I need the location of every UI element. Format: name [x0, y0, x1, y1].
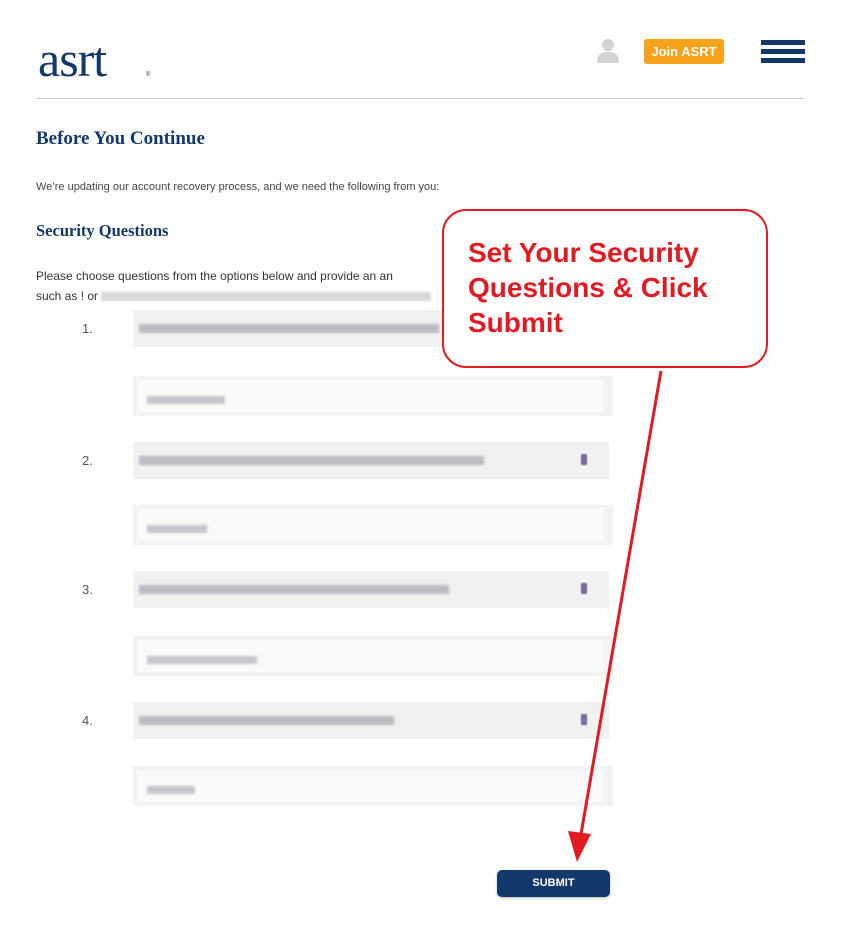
- security-question-select-4[interactable]: [133, 702, 609, 739]
- redacted-question: [139, 324, 439, 333]
- page-title: Before You Continue: [36, 128, 205, 149]
- select-marker: [581, 714, 587, 725]
- question-number: 1.: [82, 321, 93, 336]
- security-answer-input-4[interactable]: [133, 766, 613, 806]
- security-answer-input-3[interactable]: [133, 636, 613, 676]
- intro-text: We’re updating our account recovery process, and we need the following from you:: [36, 181, 440, 193]
- section-title: Security Questions: [36, 221, 169, 240]
- redacted-question: [139, 716, 394, 725]
- annotation-callout: [442, 209, 768, 368]
- select-marker: [581, 454, 587, 465]
- hamburger-menu-icon[interactable]: [761, 40, 805, 64]
- question-number: 4.: [82, 713, 93, 728]
- question-number: 3.: [82, 582, 93, 597]
- security-question-select-2[interactable]: [133, 442, 609, 479]
- header-divider: [36, 98, 805, 99]
- redacted-answer: [147, 786, 195, 794]
- registered-mark: ®: [146, 72, 151, 78]
- redacted-question: [139, 456, 484, 465]
- submit-button[interactable]: SUBMIT: [497, 870, 610, 897]
- asrt-logo[interactable]: asrt: [38, 31, 107, 87]
- redacted-question: [139, 585, 449, 594]
- redacted-answer: [147, 396, 225, 404]
- join-asrt-button[interactable]: Join ASRT: [644, 39, 724, 64]
- security-answer-input-2[interactable]: [133, 505, 613, 545]
- security-answer-input-1[interactable]: [133, 376, 613, 416]
- redacted-answer: [147, 656, 257, 664]
- redacted-answer: [147, 525, 207, 533]
- instructions-line-1: Please choose questions from the options below and provide an an: [36, 269, 393, 283]
- annotation-text: Set Your Security Questions & Click Submit: [468, 237, 708, 338]
- select-marker: [581, 583, 587, 594]
- instructions-line-2: such as ! or: [36, 289, 99, 303]
- instructions-text: [36, 266, 456, 306]
- user-icon[interactable]: [596, 37, 620, 63]
- redacted-text: [101, 292, 431, 301]
- question-number: 2.: [82, 453, 93, 468]
- security-question-select-3[interactable]: [133, 571, 609, 608]
